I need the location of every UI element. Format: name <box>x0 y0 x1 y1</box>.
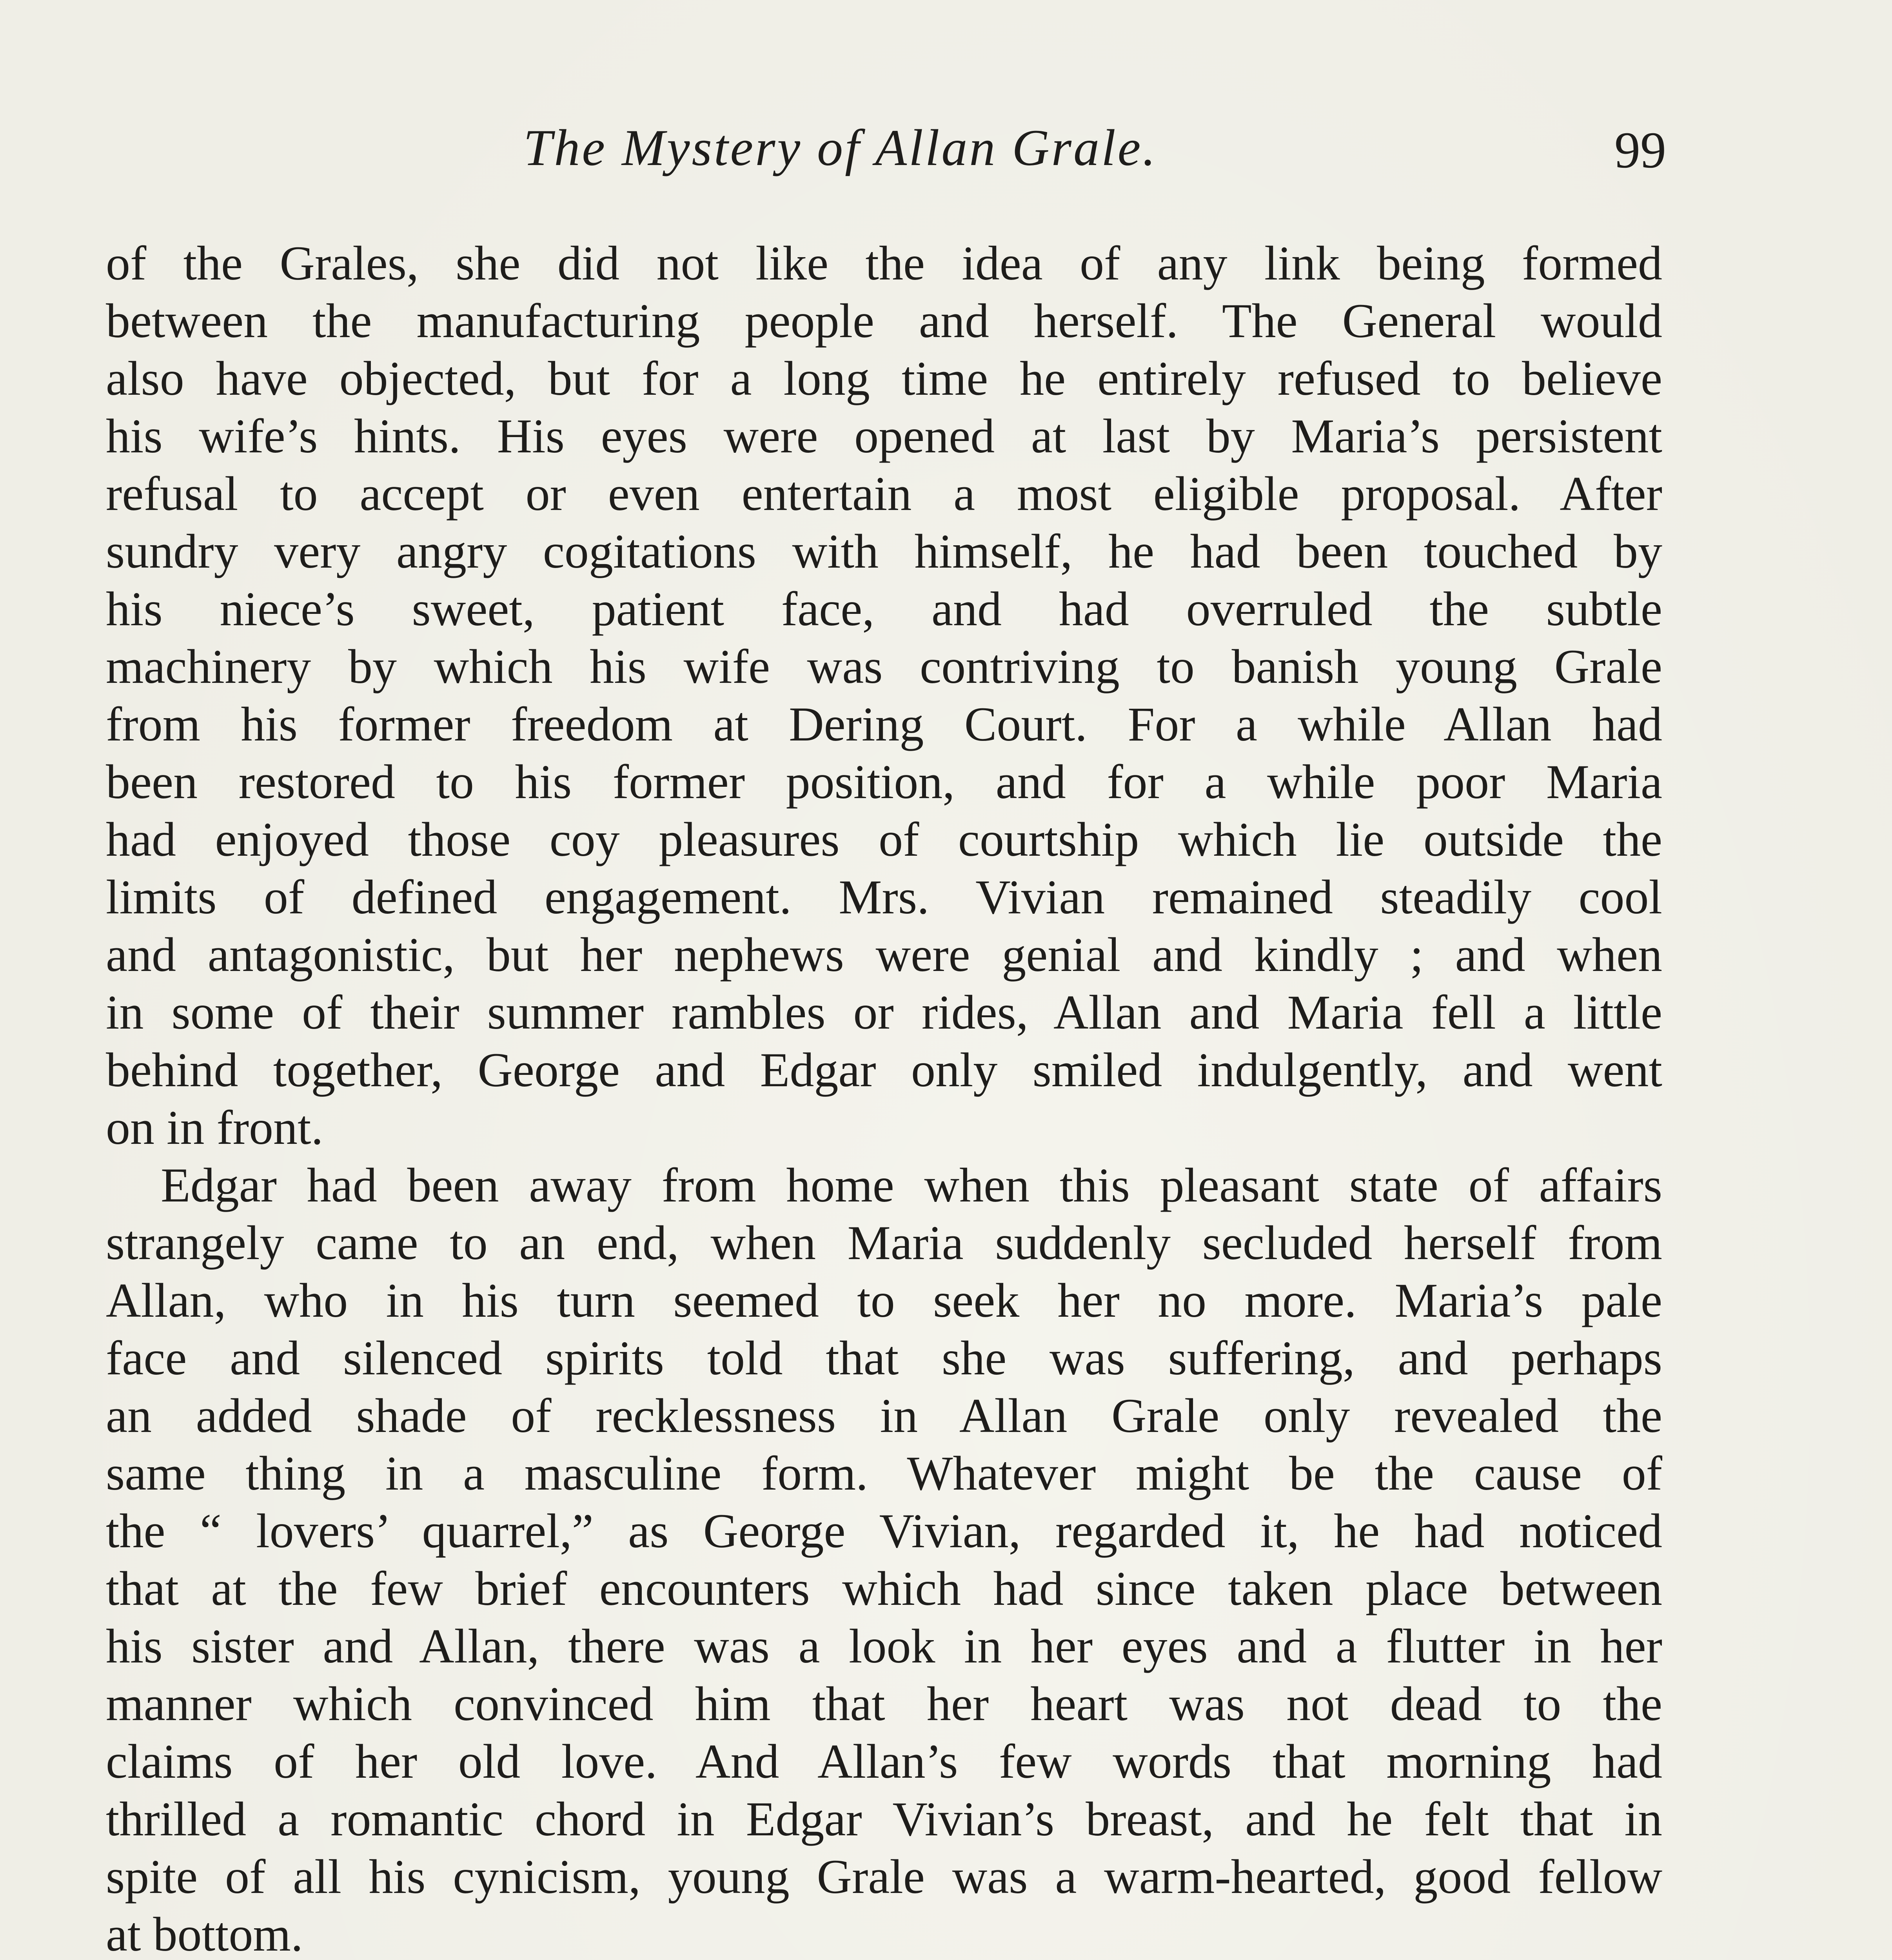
text-line: spite of all his cynicism, young Grale was a warm-hearted, good fellow <box>106 1850 1662 1904</box>
text-line: claims of her old love. And Allan’s few words that morning had <box>106 1735 1662 1788</box>
running-head <box>106 118 1666 204</box>
text-line: Edgar had been away from home when this pleasant state of affairs <box>161 1158 1662 1212</box>
text-line: same thing in a masculine form. Whatever might be the cause of <box>106 1446 1662 1500</box>
text-line: sundry very angry cogitations with himself, he had been touched by <box>106 524 1662 578</box>
text-line: face and silenced spirits told that she was suffering, and perhaps <box>106 1331 1662 1385</box>
text-line: been restored to his former position, and for a while poor Maria <box>106 755 1662 809</box>
text-line: an added shade of recklessness in Allan Grale only revealed the <box>106 1389 1662 1443</box>
text-line: behind together, George and Edgar only smiled indulgently, and went <box>106 1043 1662 1097</box>
text-line: machinery by which his wife was contriving to banish young Grale <box>106 640 1662 693</box>
text-line: refusal to accept or even entertain a most eligible proposal. After <box>106 467 1662 521</box>
text-line: on in front. <box>106 1101 323 1154</box>
text-line: between the manufacturing people and herself. The General would <box>106 294 1662 348</box>
text-line: his niece’s sweet, patient face, and had overruled the subtle <box>106 582 1662 636</box>
running-title: The Mystery of Allan Grale. <box>523 119 1158 176</box>
text-line: of the Grales, she did not like the idea of any link being formed <box>106 236 1662 290</box>
text-line: that at the few brief encounters which had since taken place between <box>106 1562 1662 1615</box>
text-line: and antagonistic, but her nephews were genial and kindly ; and when <box>106 928 1662 982</box>
text-line: strangely came to an end, when Maria suddenly secluded herself from <box>106 1216 1662 1270</box>
text-line: Allan, who in his turn seemed to seek her no more. Maria’s pale <box>106 1274 1662 1327</box>
text-line: thrilled a romantic chord in Edgar Vivian’s breast, and he felt that in <box>106 1792 1662 1846</box>
text-line: also have objected, but for a long time he entirely refused to believe <box>106 352 1662 405</box>
text-line: had enjoyed those coy pleasures of courtship which lie outside the <box>106 813 1662 866</box>
text-line: his sister and Allan, there was a look in her eyes and a flutter in her <box>106 1619 1662 1673</box>
text-line: from his former freedom at Dering Court. For a while Allan had <box>106 697 1662 751</box>
body-text <box>106 234 1662 1960</box>
text-line: in some of their summer rambles or rides, Allan and Maria fell a little <box>106 985 1662 1039</box>
text-line: limits of defined engagement. Mrs. Vivian remained steadily cool <box>106 870 1662 924</box>
text-line: at bottom. <box>106 1907 303 1960</box>
text-line: his wife’s hints. His eyes were opened at last by Maria’s persistent <box>106 409 1662 463</box>
text-line: manner which convinced him that her heart was not dead to the <box>106 1677 1662 1731</box>
text-line: the “ lovers’ quarrel,” as George Vivian, regarded it, he had noticed <box>106 1504 1662 1558</box>
page-number: 99 <box>1614 121 1666 179</box>
